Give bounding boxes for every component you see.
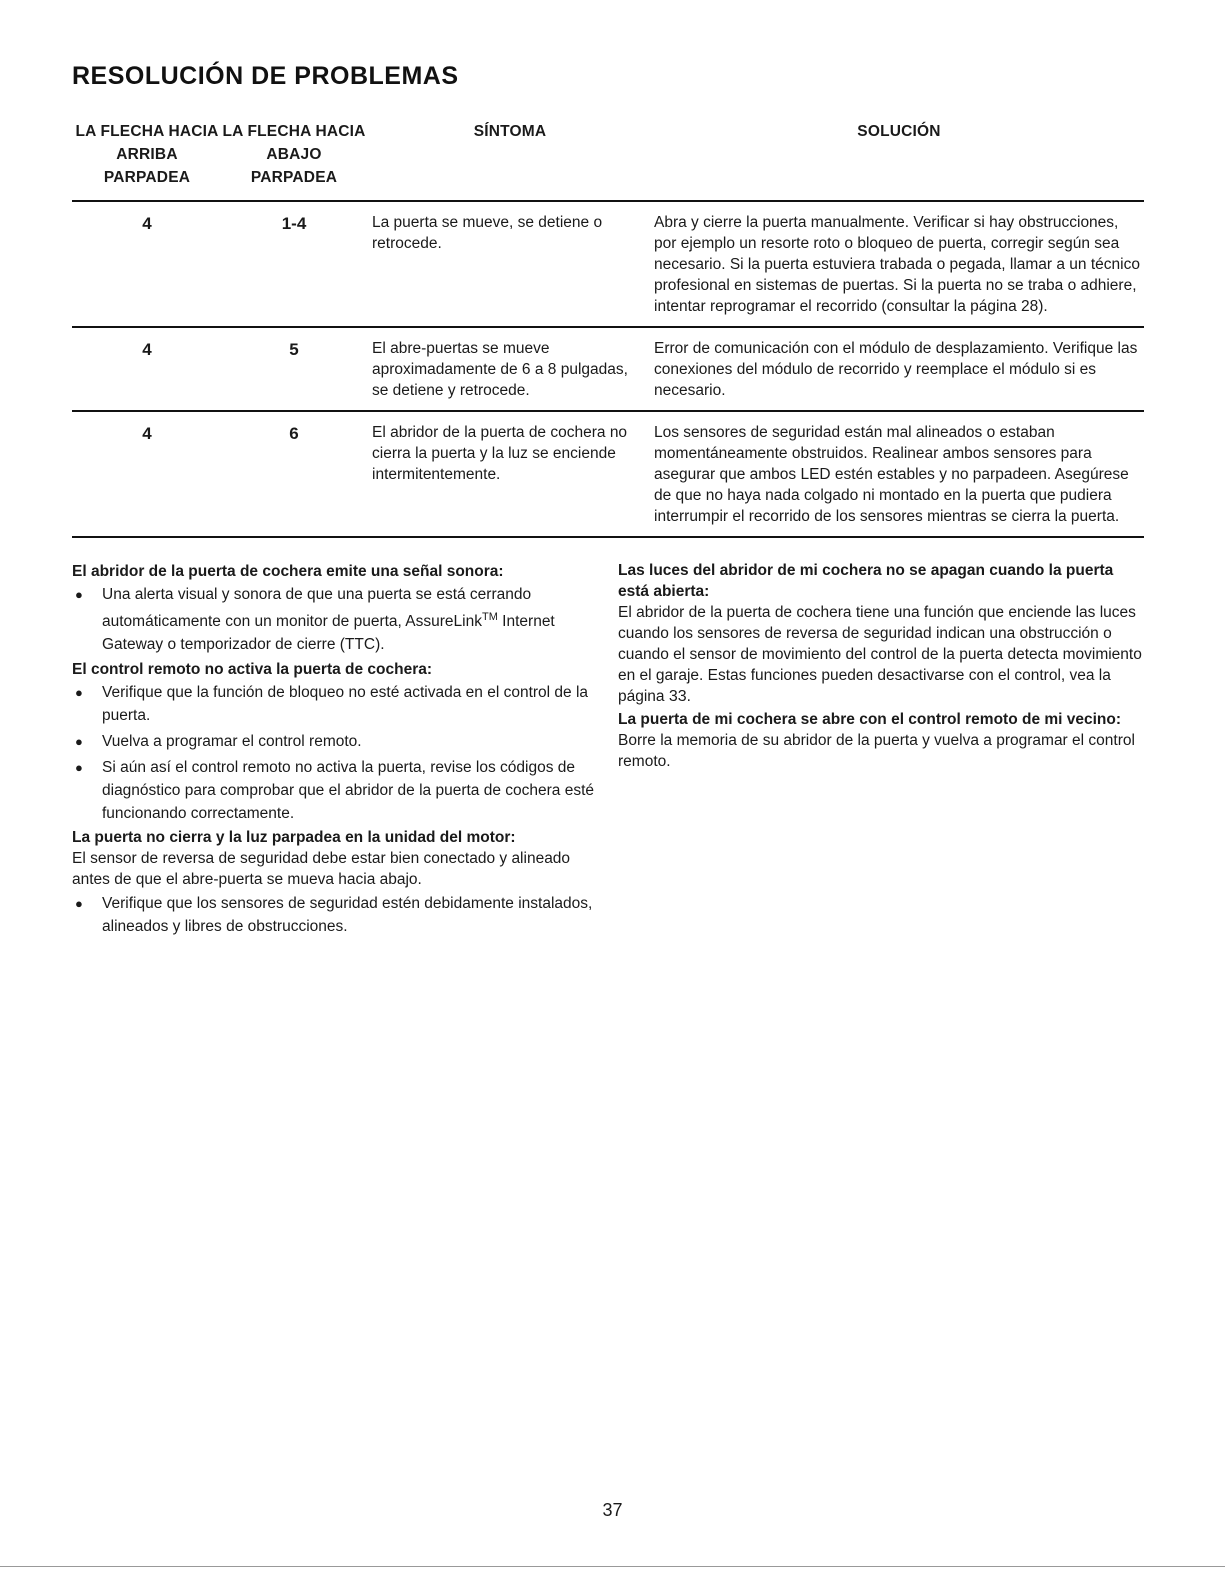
header-symptom: SÍNTOMA	[473, 123, 547, 140]
troubleshooting-table	[72, 120, 1144, 538]
list-item: ● Si aún así el control remoto no activa la puerta, revise los códigos de diagnóstico para comprobar que el abridor de la puerta de cochera esté funcionando correctamente.	[72, 756, 602, 825]
bullet-icon: ●	[75, 587, 83, 602]
header-up-arrow: LA FLECHA HACIA ARRIBA PARPADEA	[75, 123, 219, 186]
bottom-divider	[0, 1566, 1225, 1567]
bullet-icon: ●	[75, 685, 83, 701]
down-blinks: 5	[289, 340, 299, 359]
bullet-icon: ●	[75, 734, 83, 750]
table-row	[72, 412, 1144, 538]
table-row	[72, 328, 1144, 412]
list-item: ● Verifique que la función de bloqueo no esté activada en el control de la puerta.	[72, 681, 602, 727]
section-heading: El abridor de la puerta de cochera emite una señal sonora:	[72, 563, 504, 580]
section-text: Borre la memoria de su abridor de la puerta y vuelva a programar el control remoto.	[618, 732, 1135, 770]
bullet-icon: ●	[75, 896, 83, 912]
trademark: TM	[481, 611, 498, 623]
header-solution: SOLUCIÓN	[857, 123, 941, 140]
up-blinks: 4	[142, 214, 152, 233]
right-column	[618, 560, 1144, 772]
table-header	[72, 120, 1144, 202]
down-blinks: 1-4	[281, 214, 307, 233]
symptom-cell: El abre-puertas se mueve aproximadamente de 6 a 8 pulgadas, se detiene y retrocede.	[372, 340, 628, 399]
section-heading: El control remoto no activa la puerta de cochera:	[72, 661, 433, 679]
list-item: ● Una alerta visual y sonora de que una puerta se está cerrando automáticamente con un monitor de puerta, AssureLink™ Internet Gateway o temporizador de cierre (TTC).	[72, 583, 602, 656]
up-blinks: 4	[142, 340, 152, 359]
down-blinks: 6	[289, 424, 299, 443]
section-heading: La puerta no cierra y la luz parpadea en la unidad del motor:	[72, 829, 516, 847]
table-row	[72, 202, 1144, 328]
up-blinks: 4	[142, 424, 152, 443]
page-title: RESOLUCIÓN DE PROBLEMAS	[72, 62, 459, 90]
bullet-icon: ●	[75, 760, 83, 776]
page-number: 37	[602, 1500, 623, 1520]
bullet-list	[72, 583, 602, 656]
symptom-cell: El abridor de la puerta de cochera no cierra la puerta y la luz se enciende intermitentemente.	[372, 424, 628, 483]
solution-cell: Los sensores de seguridad están mal alineados o estaban momentáneamente obstruidos. Realinear ambos sensores para asegurar que ambos LED estén estables y no parpadeen. Asegúrese de que no haya nada colgado ni montado en la puerta que pudiera interrumpir el recorrido de los sensores mientras se cierra la puerta.	[654, 424, 1129, 525]
solution-cell: Abra y cierre la puerta manualmente. Verificar si hay obstrucciones, por ejemplo un resorte roto o bloqueo de puerta, corregir según sea necesario. Si la puerta estuviera trabada o pegada, llamar a un técnico profesional en sistemas de puertas. Si la puerta no se traba o adhiere, intentar reprogramar el recorrido (consultar la página 28).	[654, 214, 1140, 315]
bullet-list	[72, 681, 602, 825]
left-column	[72, 560, 602, 938]
symptom-cell: La puerta se mueve, se detiene o retrocede.	[372, 214, 603, 252]
section-text: El sensor de reversa de seguridad debe estar bien conectado y alineado antes de que el abre-puerta se mueva hacia abajo.	[72, 850, 571, 889]
list-item: ● Vuelva a programar el control remoto.	[72, 730, 602, 753]
section-heading: La puerta de mi cochera se abre con el control remoto de mi vecino:	[618, 711, 1122, 728]
header-down-arrow: LA FLECHA HACIA ABAJO PARPADEA	[222, 123, 366, 186]
page-reference: 33	[668, 688, 687, 705]
section-heading: Las luces del abridor de mi cochera no se apagan cuando la puerta está abierta:	[618, 562, 1114, 600]
solution-cell: Error de comunicación con el módulo de desplazamiento. Verifique las conexiones del módulo de recorrido y reemplace el módulo si es necesario.	[654, 340, 1138, 399]
section-text: El abridor de la puerta de cochera tiene una función que enciende las luces cuando los sensores de reversa de seguridad indican una obstrucción o cuando el sensor de movimiento del control de la puerta detecta movimiento en el garaje. Estas funciones pueden desactivarse con el control, vea la página 33.	[618, 604, 1142, 705]
list-item: ● Verifique que los sensores de seguridad estén debidamente instalados, alineados y libres de obstrucciones.	[72, 892, 602, 938]
bullet-list	[72, 892, 602, 938]
